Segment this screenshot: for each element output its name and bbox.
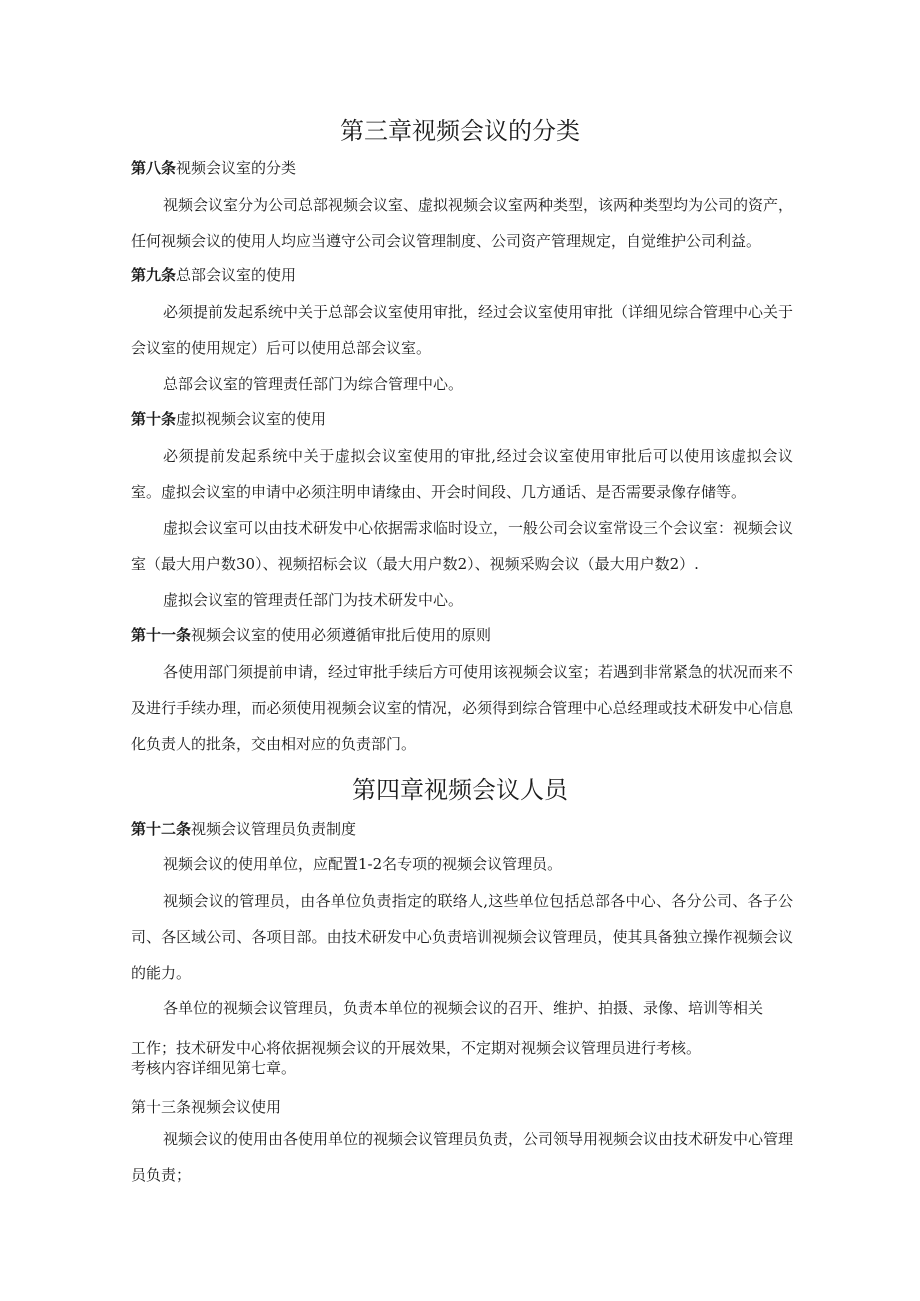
- article-8-label: 第八条: [131, 159, 177, 177]
- article-9-paragraph-1: 必须提前发起系统中关于总部会议室使用审批，经过会议室使用审批（详细见综合管理中心关于会议室的使用规定）后可以使用总部会议室。: [131, 303, 794, 357]
- article-12-paragraph-1: 视频会议的使用单位，应配置1-2名专项的视频会议管理员。: [163, 855, 563, 873]
- article-11-paragraph-1: 各使用部门须提前申请，经过审批手续后方可使用该视频会议室；若遇到非常紧急的状况而来不及进行手续办理，而必须使用视频会议室的情况，必须得到综合管理中心总经理或技术研发中心信息化负责人的批条，交由相对应的负责部门。: [131, 663, 794, 753]
- article-10-title: 虚拟视频会议室的使用: [176, 410, 327, 428]
- article-11-title: 视频会议室的使用必须遵循审批后使用的原则: [191, 626, 492, 644]
- article-9-label: 第九条: [131, 266, 177, 284]
- article-12-title: 视频会议管理员负责制度: [191, 820, 357, 838]
- article-10-paragraph-1: 必须提前发起系统中关于虚拟会议室使用的审批,经过会议室使用审批后可以使用该虚拟会议室。虚拟会议室的申请中必须注明申请缘由、开会时间段、几方通话、是否需要录像存储等。: [131, 447, 793, 501]
- article-10-label: 第十条: [131, 410, 177, 428]
- article-8-paragraph-1: 视频会议室分为公司总部视频会议室、虚拟视频会议室两种类型，该两种类型均为公司的资产，任何视频会议的使用人均应当遵守公司会议管理制度、公司资产管理规定，自觉维护公司利益。: [131, 196, 794, 250]
- article-11-label: 第十一条: [131, 626, 192, 644]
- article-8-title: 视频会议室的分类: [176, 159, 297, 177]
- article-10-paragraph-2: 虚拟会议室可以由技术研发中心依据需求临时设立，一般公司会议室常设三个会议室：视频会议室（最大用户数30）、视频招标会议（最大用户数2）、视频采购会议（最大用户数2）.: [131, 519, 794, 573]
- article-10-paragraph-3: 虚拟会议室的管理责任部门为技术研发中心。: [163, 591, 464, 609]
- article-9-paragraph-2: 总部会议室的管理责任部门为综合管理中心。: [163, 375, 464, 393]
- article-12-paragraph-2: 视频会议的管理员，由各单位负责指定的联络人,这些单位包括总部各中心、各分公司、各子公司、各区域公司、各项目部。由技术研发中心负责培训视频会议管理员，使其具备独立操作视频会议的能力。: [131, 892, 793, 982]
- chapter-3-title: 第三章视频会议的分类: [340, 117, 580, 145]
- article-9-heading: [131, 265, 811, 285]
- article-12-label: 第十二条: [131, 820, 192, 838]
- article-12-paragraph-3: 各单位的视频会议管理员，负责本单位的视频会议的召开、维护、拍摄、录像、培训等相关: [163, 999, 764, 1017]
- article-8-heading: [131, 158, 811, 178]
- article-13-paragraph-1: 视频会议的使用由各使用单位的视频会议管理员负责，公司领导用视频会议由技术研发中心管理员负责；: [131, 1130, 794, 1184]
- article-12-heading: [131, 819, 811, 839]
- article-10-heading: [131, 409, 811, 429]
- article-11-heading: [131, 625, 811, 645]
- article-12-assessment-note: 考核内容详细见第七章。: [131, 1059, 297, 1077]
- article-12-paragraph-3-cont: 工作；技术研发中心将依据视频会议的开展效果，不定期对视频会议管理员进行考核。: [131, 1039, 702, 1057]
- chapter-4-title: 第四章视频会议人员: [352, 776, 568, 804]
- article-13-heading: 第十三条视频会议使用: [131, 1098, 282, 1116]
- article-9-title: 总部会议室的使用: [176, 266, 297, 284]
